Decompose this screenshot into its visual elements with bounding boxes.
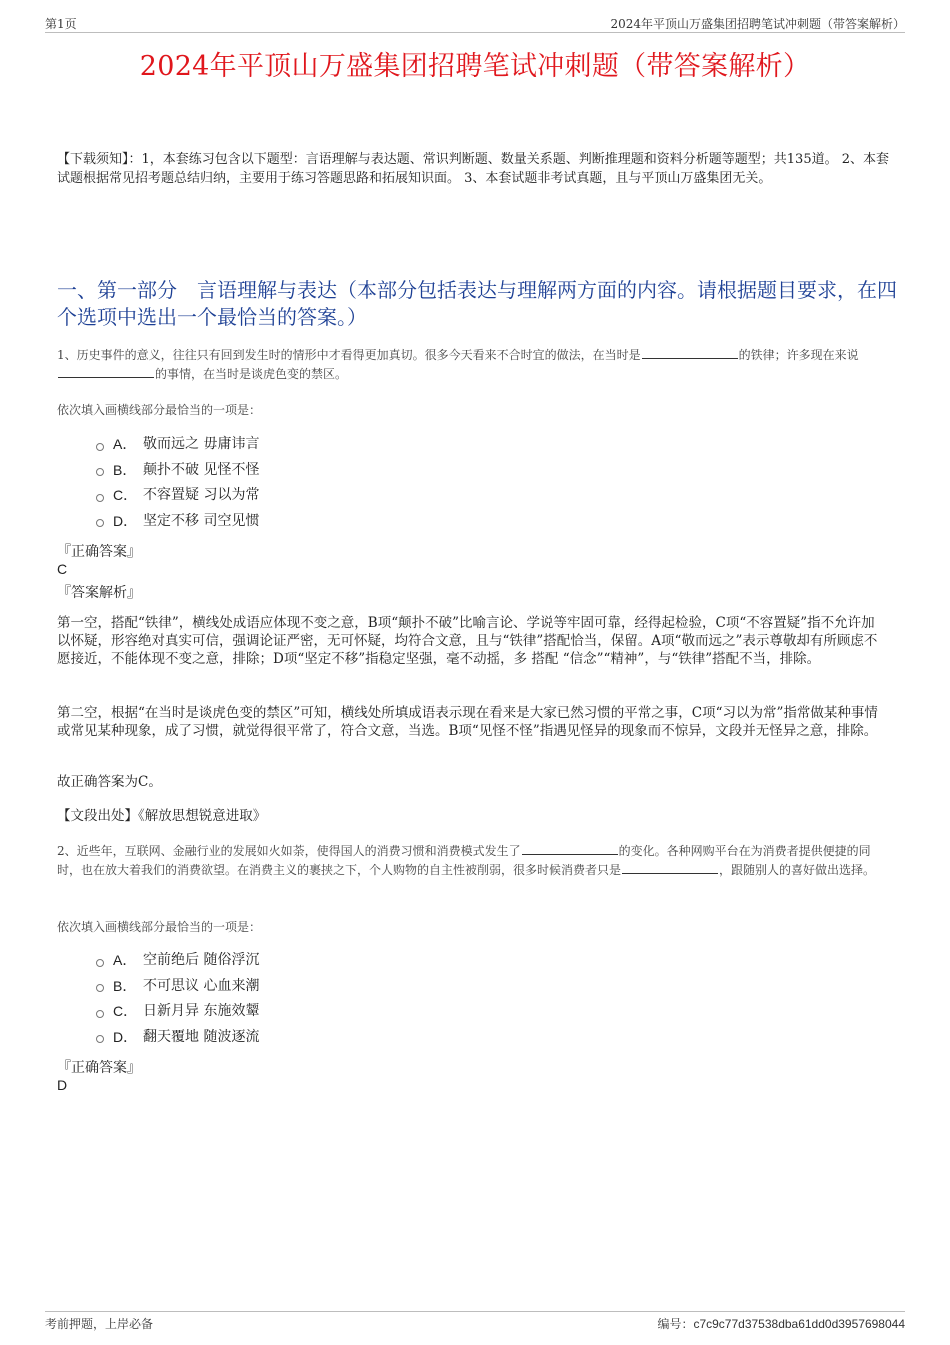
option-letter: D． (113, 512, 138, 529)
footer-code-value: c7c9c77d37538dba61dd0d3957698044 (693, 1317, 905, 1331)
fill-blank (642, 346, 738, 359)
option-letter: B． (113, 461, 137, 478)
option-letter: A． (113, 952, 137, 968)
option-text: 不容置疑 习以为常 (143, 487, 260, 503)
question-1-text (57, 346, 887, 384)
question-2-text (57, 842, 887, 880)
radio-icon[interactable] (96, 1010, 104, 1018)
option-d[interactable] (96, 1025, 259, 1051)
header-divider (45, 32, 905, 33)
option-b[interactable] (96, 974, 259, 1000)
option-text: 翻天覆地 随波逐流 (143, 1028, 260, 1045)
option-letter: B． (113, 977, 137, 994)
option-d[interactable] (96, 509, 259, 535)
option-c[interactable] (96, 999, 259, 1025)
radio-icon[interactable] (96, 1035, 104, 1043)
option-text: 颠扑不破 见怪不怪 (143, 461, 260, 478)
question-1-part-c: 的事情，在当时是谈虎色变的禁区。 (155, 367, 348, 381)
option-text: 日新月异 东施效颦 (143, 1003, 260, 1019)
option-letter: C． (113, 1003, 138, 1019)
answer-label: 『正确答案』 (57, 1060, 141, 1076)
source-reference: 【文段出处】《解放思想锐意进取》 (57, 808, 267, 824)
option-text: 敬而远之 毋庸讳言 (143, 436, 260, 452)
option-letter: D． (113, 1028, 138, 1045)
option-b[interactable] (96, 458, 259, 484)
radio-icon[interactable] (96, 959, 104, 967)
option-c[interactable] (96, 483, 259, 509)
analysis-label: 『答案解析』 (57, 585, 141, 601)
question-1-part-b: 的铁律；许多现在来说 (738, 348, 859, 362)
option-a[interactable] (96, 432, 259, 458)
answer-value: D (57, 1077, 68, 1093)
download-notice: 【下载须知】：1，本套练习包含以下题型：言语理解与表达题、常识判断题、数量关系题、判断推理题和资料分析题等题型；共135道。 2、本套试题根据常见招考题总结归纳，主要用于练习答题思路和拓展知识面。 3、本套试题非考试真题，且与平顶山万盛集团无关。 (57, 152, 889, 186)
analysis-paragraph-1: 第一空，搭配“铁律”，横线处成语应体现不变之意，B项“颠扑不破”比喻言论、学说等牢固可靠，经得起检验，C项“不容置疑”指不允许加以怀疑，形容绝对真实可信，强调论证严密，无可怀疑，均符合文意，且与“铁律”搭配恰当，保留。A项“敬而远之”表示尊敬却有所顾虑不愿接近，不能体现不变之意，排除；D项“坚定不移”指稳定坚强，毫不动摇，多 搭配 “信念”“精神”，与“铁律”搭配不当，排除。 (57, 615, 878, 667)
fill-blank (58, 365, 154, 378)
footer-code-label: 编号： (657, 1317, 694, 1331)
analysis-paragraph-2: 第二空，根据“在当时是谈虎色变的禁区”可知，横线处所填成语表示现在看来是大家已然习惯的平常之事，C项“习以为常”指常做某种事情或常见某种现象，成了习惯，就觉得很平常了，符合文意，当选。B项“见怪不怪”指遇见怪异的现象而不惊异，文段并无怪异之意，排除。 (57, 705, 878, 739)
radio-icon[interactable] (96, 468, 104, 476)
header-doc-title: 2024年平顶山万盛集团招聘笔试冲刺题（带答案解析） (610, 17, 905, 31)
footer-code (657, 1315, 905, 1332)
fill-blank (622, 861, 718, 874)
question-2-options (96, 948, 259, 1050)
question-2-part-a: 2、近些年，互联网、金融行业的发展如火如荼，使得国人的消费习惯和消费模式发生了 (57, 844, 521, 858)
option-text: 空前绝后 随俗浮沉 (143, 952, 260, 968)
footer-divider (45, 1311, 905, 1312)
question-2-part-c: ，跟随别人的喜好做出选择。 (719, 863, 876, 877)
page-title: 2024年平顶山万盛集团招聘笔试冲刺题（带答案解析） (139, 51, 811, 82)
option-letter: C． (113, 487, 138, 503)
question-1-part-a: 1、历史事件的意义，往往只有回到发生时的情形中才看得更加真切。很多今天看来不合时宜的做法，在当时是 (57, 348, 641, 362)
radio-icon[interactable] (96, 519, 104, 527)
question-2-part-b: 的变化。各种网购平台在为消费者提供便捷的同时，也在放大着我们的消费欲望。在消费主义的裹挟之下，个人购物的自主性被削弱，很多时候消费者只是 (57, 844, 871, 877)
answer-label: 『正确答案』 (57, 544, 141, 560)
question-2-prompt: 依次填入画横线部分最恰当的一项是： (57, 920, 262, 934)
question-1-options (96, 432, 259, 534)
option-letter: A． (113, 436, 137, 452)
answer-value: C (57, 561, 68, 577)
question-1-prompt: 依次填入画横线部分最恰当的一项是： (57, 403, 262, 417)
section-heading: 一、第一部分 言语理解与表达（本部分包括表达与理解两方面的内容。请根据题目要求，在四个选项中选出一个最恰当的答案。） (57, 278, 897, 329)
radio-icon[interactable] (96, 443, 104, 451)
radio-icon[interactable] (96, 984, 104, 992)
footer-slogan: 考前押题，上岸必备 (45, 1317, 154, 1331)
page-number: 第1页 (45, 17, 77, 31)
option-a[interactable] (96, 948, 259, 974)
analysis-conclusion: 故正确答案为C。 (57, 774, 162, 790)
radio-icon[interactable] (96, 494, 104, 502)
option-text: 不可思议 心血来潮 (143, 977, 260, 994)
option-text: 坚定不移 司空见惯 (143, 512, 260, 529)
fill-blank (522, 842, 618, 855)
